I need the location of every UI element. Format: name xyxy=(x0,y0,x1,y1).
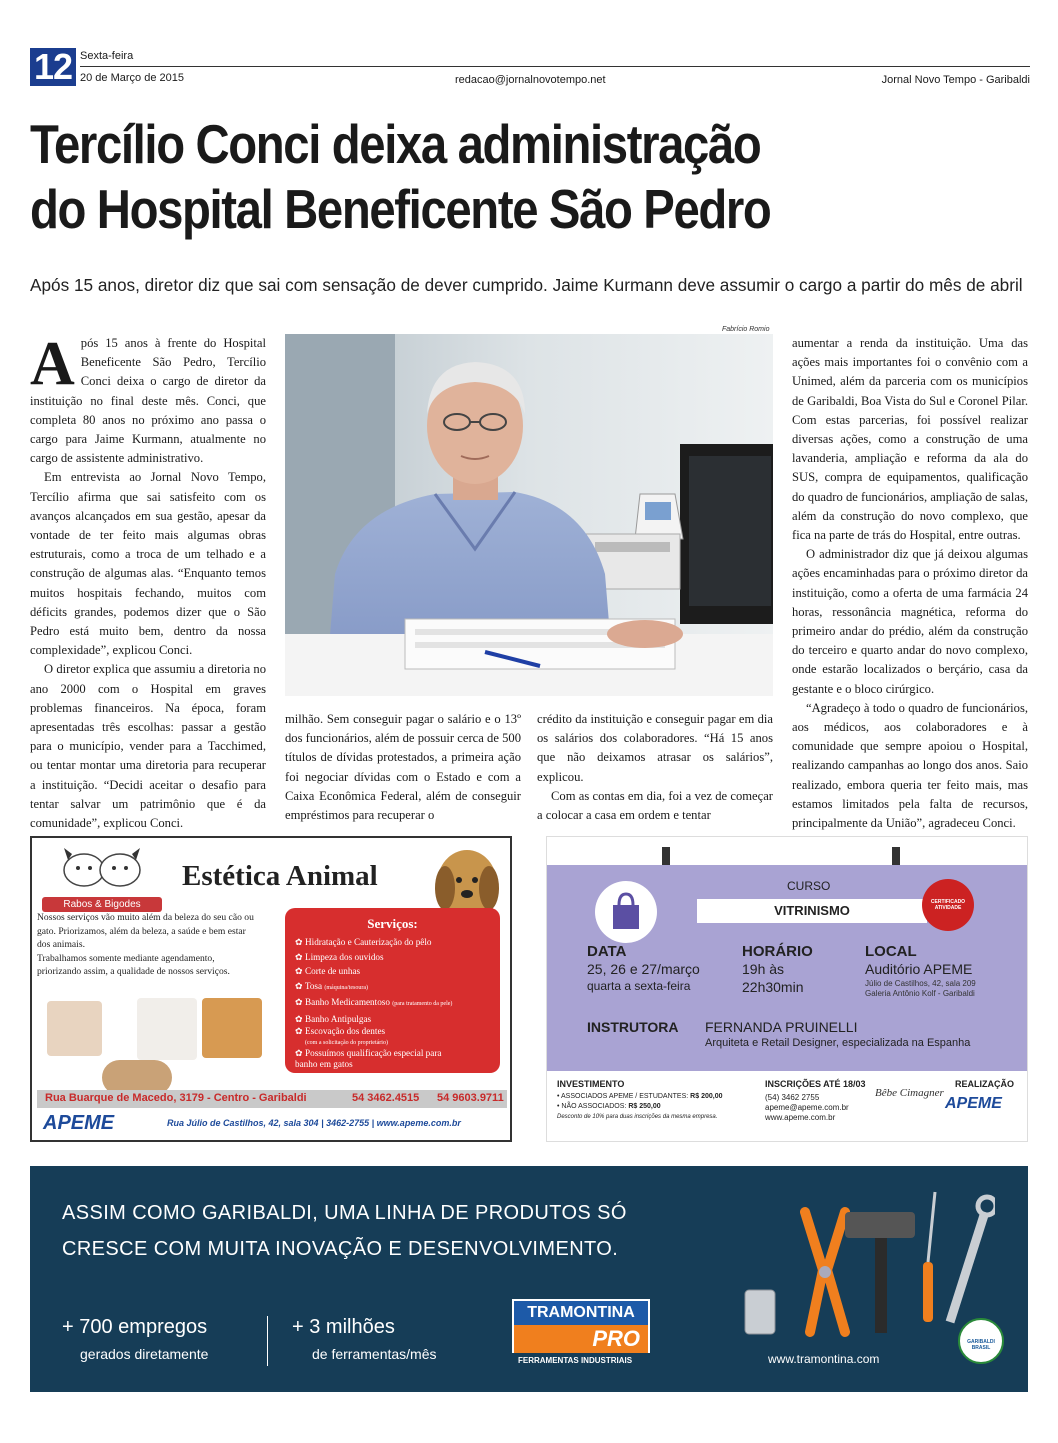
shopping-bag-icon xyxy=(595,881,657,943)
apeme-address: Rua Júlio de Castilhos, 42, sala 304 | 3462-2755 | www.apeme.com.br xyxy=(167,1118,461,1128)
tramontina-logo-sub: FERRAMENTAS INDUSTRIAIS xyxy=(518,1356,633,1365)
apeme-logo: APEME xyxy=(945,1095,1002,1112)
stat-divider xyxy=(267,1316,268,1366)
article-column-3 xyxy=(537,710,773,826)
logo-label: Rabos & Bigodes xyxy=(42,897,162,912)
tramontina-logo: TRAMONTINA PRO xyxy=(512,1299,650,1353)
photo-office-portrait xyxy=(285,334,773,696)
paragraph: O diretor explica que assumiu a diretoria no ano 2000 com o Hospital em graves problemas financeiros. Na época, foram apresentadas três escolhas: passar a gestão para o município, vender para a Tacchimed, ou tentar montar uma diretoria para recuperar a instituição. “Decidi aceitar o desafio para tentar salvar um patrimônio que é da comunidade”, explicou Conci. xyxy=(30,662,266,831)
ad-estetica-animal[interactable] xyxy=(30,836,512,1142)
instrutora-label: INSTRUTORA xyxy=(587,1019,679,1035)
subheadline: Após 15 anos, diretor diz que sai com sensação de dever cumprido. Jaime Kurmann deve assumir o cargo a partir do mês de abril xyxy=(30,275,1023,295)
list-item: ✿ Limpeza dos ouvidos xyxy=(295,951,384,962)
data-value: 25, 26 e 27/março xyxy=(587,961,700,977)
local-label: LOCAL xyxy=(865,943,917,960)
inscricoes-phone: (54) 3462 2755 xyxy=(765,1093,820,1102)
inscricoes-site[interactable]: www.apeme.com.br xyxy=(765,1113,836,1122)
stat-2: + 3 milhões xyxy=(292,1316,395,1338)
list-item: ✿ Hidratação e Cauterização do pêlo xyxy=(295,937,432,947)
headline-line-1: Tercílio Conci deixa administração xyxy=(30,113,761,175)
article-column-4 xyxy=(792,334,1028,831)
ad-curso-vitrinismo[interactable] xyxy=(546,836,1028,1142)
course-label: CURSO xyxy=(787,879,831,893)
list-item: ✿ Escovação dos dentes (com a solicitação do proprietário) xyxy=(295,1026,388,1046)
apeme-logo: APEME xyxy=(43,1112,115,1134)
investimento-label: INVESTIMENTO xyxy=(557,1079,625,1089)
address-bar: Rua Buarque de Macedo, 3179 - Centro - Garibaldi 54 3462.4515 54 9603.9711 xyxy=(37,1090,507,1108)
header-date: 20 de Março de 2015 xyxy=(80,72,184,84)
inscricoes-email[interactable]: apeme@apeme.com.br xyxy=(765,1103,849,1112)
pet-photo-3 xyxy=(202,998,262,1058)
investimento-note: Desconto de 10% para duas inscrições da mesma empresa. xyxy=(557,1114,718,1120)
dog-cat-logo-icon xyxy=(42,846,162,890)
inscricoes-label: INSCRIÇÕES ATÉ 18/03 xyxy=(765,1079,866,1089)
stat-1: + 700 empregos xyxy=(62,1316,208,1338)
data-sub: quarta a sexta-feira xyxy=(587,979,691,993)
list-item: ✿ Possuímos qualificação especial para banho em gatos xyxy=(295,1048,442,1069)
services-list xyxy=(295,935,490,1070)
local-sub-2: Galeria Antônio Kolf - Garibaldi xyxy=(865,989,975,998)
local-sub-1: Júlio de Castilhos, 42, sala 209 xyxy=(865,979,976,988)
headline-line-2: do Hospital Beneficente São Pedro xyxy=(30,177,771,240)
article-column-1 xyxy=(30,330,266,831)
instrutora-name: FERNANDA PRUINELLI xyxy=(705,1019,858,1035)
tramontina-line-1: ASSIM COMO GARIBALDI, UMA LINHA DE PRODUTOS SÓ xyxy=(62,1202,627,1224)
data-label: DATA xyxy=(587,943,627,960)
hora-label: HORÁRIO xyxy=(742,943,813,960)
tramontina-url[interactable]: www.tramontina.com xyxy=(768,1352,880,1366)
hora-value-1: 19h às xyxy=(742,961,785,977)
instrutora-desc: Arquiteta e Retail Designer, especializada na Espanha xyxy=(705,1037,971,1049)
ad-pet-title: Estética Animal xyxy=(182,860,378,892)
stat-1-sub: gerados diretamente xyxy=(80,1346,209,1362)
list-item: ✿ Banho Antipulgas xyxy=(295,1013,372,1024)
stat-2-sub: de ferramentas/mês xyxy=(312,1346,437,1362)
course-title: VITRINISMO xyxy=(697,899,927,923)
ad-tramontina[interactable] xyxy=(30,1166,1028,1392)
header-day: Sexta-feira xyxy=(80,50,134,62)
hora-value-2: 22h30min xyxy=(742,979,804,995)
services-title: Serviços: xyxy=(367,916,418,931)
paragraph: milhão. Sem conseguir pagar o salário e o 13º dos funcionários, além de possuir cerca de 500 títulos de dívidas protestados, a primeira ação foi negociar dívidas com o Estado e com a Caixa Econômica Federal, além de conseguir empréstimos para recuperar o xyxy=(285,712,521,823)
logo-rabos-bigodes xyxy=(42,846,162,908)
course-panel xyxy=(547,865,1027,1071)
header-rule xyxy=(80,66,1030,67)
article-photo xyxy=(285,334,773,696)
pet-photo-1 xyxy=(47,1001,102,1056)
investimento-2: • NÃO ASSOCIADOS: R$ 250,00 xyxy=(557,1103,661,1110)
certificate-badge: CERTIFICADO ATIVIDADE xyxy=(922,879,974,931)
paragraph: “Agradeço à todo o quadro de funcionários, aos médicos, aos colaboradores e à comunidade que sempre apoiou o Hospital, realizando campanhas ao longo dos anos. Saio realizado, embora queria ter feito mais, mas estamos limitados pela falta de recursos, principalmente da União”, agradeceu Conci. xyxy=(792,700,1028,831)
ad-pet-intro: Nossos serviços vão muito além da beleza do seu cão ou gato. Priorizamos, além da beleza, a saúde e bem estar dos animais. Trabalhamos somente mediante agendamento, priorizando assim, a qualidade de nossos serviços. xyxy=(37,912,254,977)
clip-icon xyxy=(892,847,900,865)
pet-photo-2 xyxy=(137,998,197,1060)
tramontina-line-2: CRESCE COM MUITA INOVAÇÃO E DESENVOLVIMENTO. xyxy=(62,1238,619,1260)
garibaldi-seal: GARIBALDI BRASIL xyxy=(958,1318,1004,1364)
photo-credit: Fabrício Romio xyxy=(722,326,770,333)
apeme-footer xyxy=(37,1110,507,1136)
realizacao-label: REALIZAÇÃO xyxy=(955,1079,1014,1089)
paragraph: Com as contas em dia, foi a vez de começar a colocar a casa em ordem e tentar xyxy=(537,788,773,823)
list-item: ✿ Banho Medicamentoso (para tratamento da pele) xyxy=(295,997,453,1007)
paragraph: O administrador diz que já deixou algumas ações encaminhadas para o próximo diretor da instituição, como a oferta de uma farmácia 24 horas, ressonância magnética, reforma do primeiro andar do prédio, além da construção do terceiro e quarto andar do novo complexo, onde estarão localizados o berçário, casa da gestante e o bloco cirúrgico. xyxy=(792,547,1028,696)
investimento-1: • ASSOCIADOS APEME / ESTUDANTES: R$ 200,00 xyxy=(557,1093,723,1100)
list-item: ✿ Corte de unhas xyxy=(295,966,361,976)
paragraph: aumentar a renda da instituição. Uma das ações mais importantes foi o convênio com a Unimed, além da parceria com os municípios de Garibaldi, Boa Vista do Sul e Coronel Pilar. Com estas parcerias, foi possível realizar diversas ações, como a construção de uma lavanderia, ampliação e reforma da ala do SUS, compra de equipamentos, qualificação do quadro de funcionários, ampliação de salas, além da construção do novo complexo, que fica na parte de trás do Hospital, entre outras. xyxy=(792,336,1028,543)
list-item: ✿ Tosa (máquina/tesoura) xyxy=(295,980,369,991)
paragraph: Após 15 anos à frente do Hospital Beneficente São Pedro, Tercílio Conci deixa o cargo de diretor da instituição no final deste mês. Conci, que completa 80 anos no próximo ano passa o cargo para Jaime Kurmann, atualmente no cargo de assistente administrativo. xyxy=(30,330,266,466)
clip-icon xyxy=(662,847,670,865)
signature-logo: Bêbe Cimagner xyxy=(875,1087,944,1099)
tools-icon xyxy=(735,1182,995,1342)
article-column-2 xyxy=(285,710,521,826)
paragraph: crédito da instituição e conseguir pagar em dia os salários dos colaboradores. “Há 15 anos que não deixamos atrasar os salários”, explicou. xyxy=(537,712,773,784)
headline xyxy=(30,112,890,242)
paragraph: Em entrevista ao Jornal Novo Tempo, Tercílio afirma que sai satisfeito com os avanços alcançados em sua gestão, apesar da vontade de ter feito mais algumas obras estruturais, como a troca de um telhado e a construção de algumas alas. “Enquanto temos muitos hospitais fechando, muitos com déficits grandes, podemos dizer que o São Pedro está muito bem, dentro da nossa complexidade”, explicou Conci. xyxy=(30,470,266,658)
local-value: Auditório APEME xyxy=(865,961,973,977)
header-paper-name: Jornal Novo Tempo - Garibaldi xyxy=(881,74,1030,86)
services-box xyxy=(285,908,500,1073)
header-email-link[interactable]: redacao@jornalnovotempo.net xyxy=(455,74,606,86)
page-number: 12 xyxy=(30,48,76,86)
drop-cap: A xyxy=(30,330,75,398)
